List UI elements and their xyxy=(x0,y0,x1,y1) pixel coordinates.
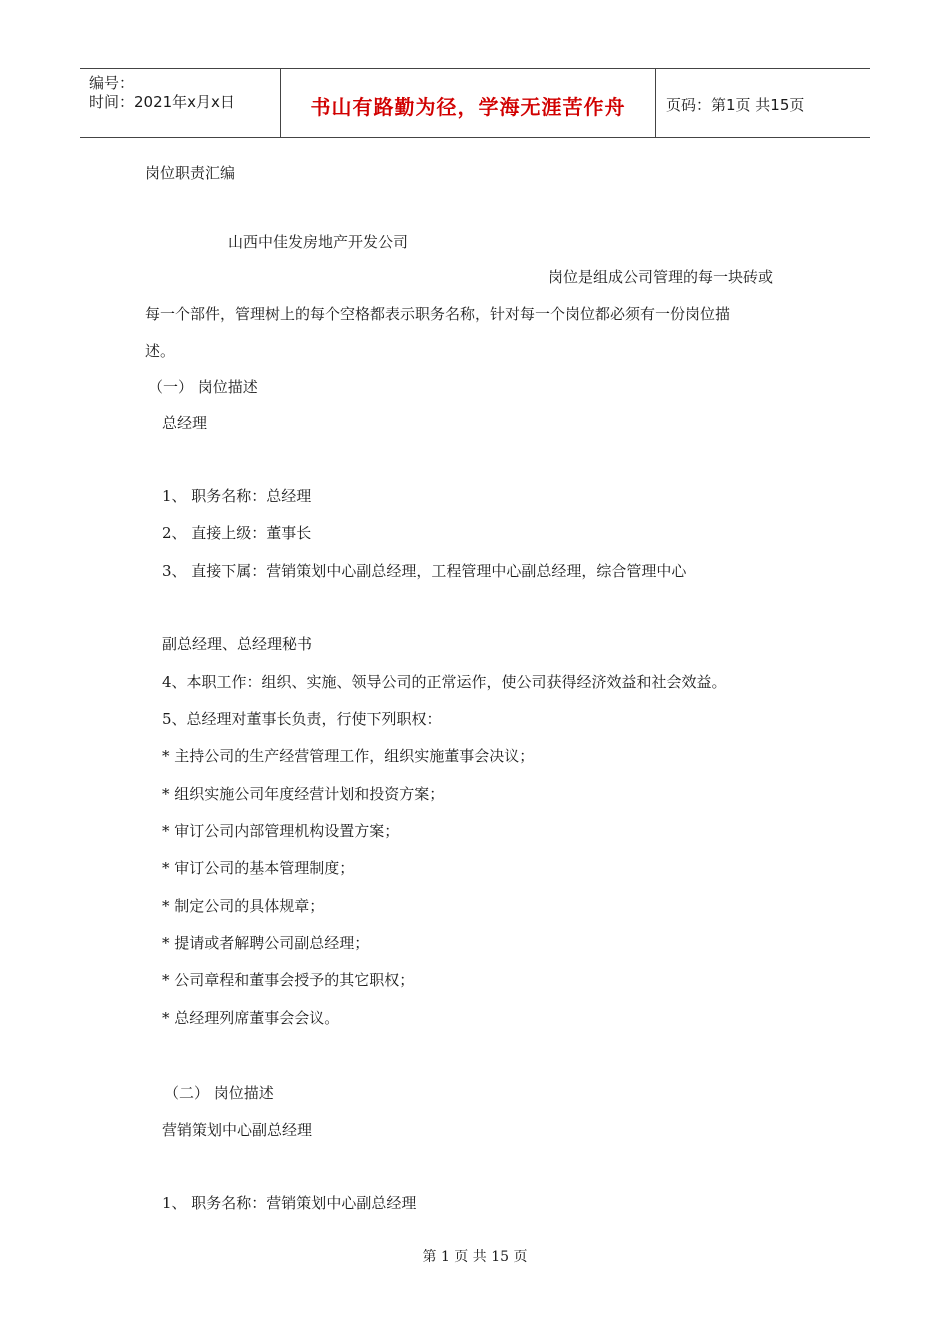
bullet-item: * 制定公司的具体规章； xyxy=(162,897,325,915)
bullet-item: * 审订公司的基本管理制度； xyxy=(162,859,355,877)
intro-line-3: 述。 xyxy=(145,342,176,360)
bullet-item: * 主持公司的生产经营管理工作，组织实施董事会决议； xyxy=(162,747,535,765)
header-motto-cell xyxy=(280,69,656,137)
intro-line-2: 每一个部件，管理树上的每个空格都表示职务名称，针对每一个岗位都必须有一份岗位描 xyxy=(145,305,731,323)
bullet-item: * 提请或者解聘公司副总经理； xyxy=(162,934,370,952)
list-item: 5、总经理对董事长负责，行使下列职权： xyxy=(162,710,442,728)
intro-line-1: 岗位是组成公司管理的每一块砖或 xyxy=(548,268,774,286)
role-title-2: 营销策划中心副总经理 xyxy=(162,1121,313,1139)
date-label: 时间：2021年x月x日 xyxy=(89,93,235,111)
list-item: 1、 职务名称：总经理 xyxy=(162,487,312,505)
section-heading-2: （二） 岗位描述 xyxy=(164,1084,274,1102)
list-item: 4、本职工作：组织、实施、领导公司的正常运作，使公司获得经济效益和社会效益。 xyxy=(162,673,727,691)
page-number-label: 页码：第1页 共15页 xyxy=(666,96,805,114)
bullet-item: * 总经理列席董事会会议。 xyxy=(162,1009,340,1027)
header-page-cell xyxy=(656,69,870,137)
bullet-item: * 公司章程和董事会授予的其它职权； xyxy=(162,971,415,989)
company-name: 山西中佳发房地产开发公司 xyxy=(228,233,409,251)
motto: 书山有路勤为径，学海无涯苦作舟 xyxy=(310,95,626,119)
list-item-continuation: 副总经理、总经理秘书 xyxy=(162,635,313,653)
page-header xyxy=(80,68,870,138)
list-item: 3、 直接下属：营销策划中心副总经理，工程管理中心副总经理，综合管理中心 xyxy=(162,562,687,580)
list-item: 1、 职务名称：营销策划中心副总经理 xyxy=(162,1194,417,1212)
section-heading-1: （一） 岗位描述 xyxy=(148,378,258,396)
page-footer: 第 1 页 共 15 页 xyxy=(422,1249,528,1265)
document-title: 岗位职责汇编 xyxy=(145,164,236,182)
bullet-item: * 组织实施公司年度经营计划和投资方案； xyxy=(162,785,445,803)
number-label: 编号： xyxy=(89,74,135,92)
role-title-1: 总经理 xyxy=(162,414,208,432)
list-item: 2、 直接上级：董事长 xyxy=(162,524,312,542)
header-meta-cell xyxy=(80,69,280,137)
bullet-item: * 审订公司内部管理机构设置方案； xyxy=(162,822,400,840)
